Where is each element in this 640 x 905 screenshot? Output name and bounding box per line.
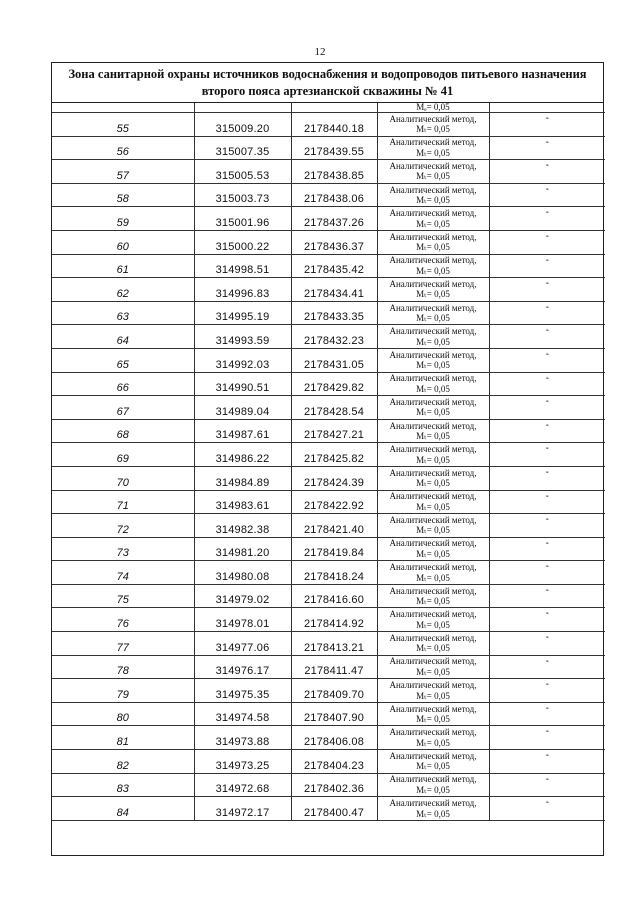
cell-y-coordinate: 2178422.92 (291, 490, 377, 514)
method-name: Аналитический метод, (389, 656, 477, 667)
cell-dash: - (489, 537, 605, 561)
cell-method (377, 773, 489, 797)
cell-x (194, 103, 291, 113)
table-row (52, 230, 605, 254)
method-error-value: Mₜ= 0,05 (416, 478, 450, 489)
cell-x-coordinate: 315000.22 (194, 230, 291, 254)
cell-method (377, 136, 489, 160)
cell-y-coordinate: 2178409.70 (291, 679, 377, 703)
method-name: Аналитический метод, (389, 632, 477, 643)
table-row (52, 679, 605, 703)
table-row (52, 632, 605, 656)
cell-method (377, 608, 489, 632)
method-error-value: Mₜ= 0,05 (416, 289, 450, 300)
cell-dash: - (489, 230, 605, 254)
cell-dash: - (489, 419, 605, 443)
method-name: Аналитический метод, (389, 208, 477, 219)
cell-point-number: 73 (52, 537, 194, 561)
cell-method (377, 254, 489, 278)
method-error-value: Mₜ= 0,05 (416, 737, 450, 748)
cell-y-coordinate: 2178411.47 (291, 655, 377, 679)
cell-y-coordinate: 2178428.54 (291, 396, 377, 420)
cell-y-coordinate: 2178434.41 (291, 278, 377, 302)
cell-x-coordinate: 314972.17 (194, 797, 291, 821)
method-error-value: Mₜ= 0,05 (416, 313, 450, 324)
cell-point-number: 80 (52, 702, 194, 726)
method-error-value: Mₜ= 0,05 (416, 336, 450, 347)
cell-method (377, 726, 489, 750)
cell-dash: - (489, 702, 605, 726)
cell-method (377, 419, 489, 443)
table-row (52, 608, 605, 632)
method-error-value: Mₜ= 0,05 (416, 808, 450, 819)
cell-dash: - (489, 750, 605, 774)
method-name: Аналитический метод, (389, 703, 477, 714)
method-name: Аналитический метод, (389, 538, 477, 549)
method-name: Аналитический метод, (389, 255, 477, 266)
cell-y-coordinate: 2178427.21 (291, 419, 377, 443)
cell-method (377, 160, 489, 184)
table-row-continued (52, 103, 605, 113)
cell-dash (489, 103, 605, 113)
cell-method (377, 207, 489, 231)
cell-point-number: 76 (52, 608, 194, 632)
cell-x-coordinate: 314978.01 (194, 608, 291, 632)
cell-point-number: 71 (52, 490, 194, 514)
cell-dash: - (489, 348, 605, 372)
table-row (52, 655, 605, 679)
table-row (52, 419, 605, 443)
cell-dash: - (489, 183, 605, 207)
cell-point-number: 67 (52, 396, 194, 420)
method-error-value: Mₜ= 0,05 (416, 666, 450, 677)
method-name: Аналитический метод, (389, 349, 477, 360)
cell-y-coordinate: 2178435.42 (291, 254, 377, 278)
cell-y-coordinate: 2178438.85 (291, 160, 377, 184)
cell-method-continued: Mₑ= 0,05 (377, 103, 489, 113)
cell-x-coordinate: 314981.20 (194, 537, 291, 561)
method-error-value: Mₜ= 0,05 (416, 454, 450, 465)
table-row (52, 325, 605, 349)
cell-x-coordinate: 314989.04 (194, 396, 291, 420)
method-name: Аналитический метод, (389, 609, 477, 620)
coordinates-table-body (52, 103, 605, 820)
method-name: Аналитический метод, (389, 514, 477, 525)
cell-point-number: 69 (52, 443, 194, 467)
table-row (52, 514, 605, 538)
cell-method (377, 584, 489, 608)
method-error-value: Mₜ= 0,05 (416, 643, 450, 654)
cell-point-number: 68 (52, 419, 194, 443)
cell-dash: - (489, 278, 605, 302)
cell-point-number: 81 (52, 726, 194, 750)
cell-point-number: 57 (52, 160, 194, 184)
method-error-value: Mₜ= 0,05 (416, 171, 450, 182)
cell-method (377, 514, 489, 538)
cell-method (377, 679, 489, 703)
cell-method (377, 278, 489, 302)
method-name: Аналитический метод, (389, 680, 477, 691)
cell-y-coordinate: 2178416.60 (291, 584, 377, 608)
table-row (52, 183, 605, 207)
cell-point-number: 84 (52, 797, 194, 821)
cell-x-coordinate: 314972.68 (194, 773, 291, 797)
cell-point-number: 74 (52, 561, 194, 585)
cell-y-coordinate: 2178440.18 (291, 113, 377, 137)
method-error-value: Mₜ= 0,05 (416, 383, 450, 394)
cell-x-coordinate: 314990.51 (194, 372, 291, 396)
table-row (52, 207, 605, 231)
cell-y-coordinate: 2178425.82 (291, 443, 377, 467)
method-name: Аналитический метод, (389, 467, 477, 478)
method-name: Аналитический метод, (389, 562, 477, 573)
cell-y-coordinate: 2178407.90 (291, 702, 377, 726)
cell-y-coordinate: 2178437.26 (291, 207, 377, 231)
cell-y-coordinate: 2178438.06 (291, 183, 377, 207)
cell-point-number: 60 (52, 230, 194, 254)
cell-y-coordinate: 2178400.47 (291, 797, 377, 821)
method-error-value: Mₜ= 0,05 (416, 218, 450, 229)
cell-method (377, 797, 489, 821)
method-name: Аналитический метод, (389, 373, 477, 384)
cell-x-coordinate: 314992.03 (194, 348, 291, 372)
cell-x-coordinate: 315009.20 (194, 113, 291, 137)
cell-point-number: 58 (52, 183, 194, 207)
table-row (52, 750, 605, 774)
coordinates-table (52, 103, 605, 821)
cell-x-coordinate: 314974.58 (194, 702, 291, 726)
cell-method (377, 183, 489, 207)
table-row (52, 773, 605, 797)
table-row (52, 561, 605, 585)
cell-dash: - (489, 797, 605, 821)
cell-method (377, 372, 489, 396)
cell-method (377, 702, 489, 726)
cell-dash: - (489, 113, 605, 137)
method-error-value: Mₜ= 0,05 (416, 714, 450, 725)
cell-method (377, 561, 489, 585)
cell-point-number: 82 (52, 750, 194, 774)
method-name: Аналитический метод, (389, 774, 477, 785)
table-row (52, 136, 605, 160)
cell-point-number: 79 (52, 679, 194, 703)
table-row (52, 443, 605, 467)
table-row (52, 301, 605, 325)
cell-dash: - (489, 773, 605, 797)
cell-y-coordinate: 2178439.55 (291, 136, 377, 160)
coordinates-table-sheet (51, 62, 604, 856)
cell-point-number: 63 (52, 301, 194, 325)
cell-method (377, 655, 489, 679)
cell-y-coordinate: 2178406.08 (291, 726, 377, 750)
cell-dash: - (489, 207, 605, 231)
cell-x-coordinate: 314998.51 (194, 254, 291, 278)
cell-x-coordinate: 314976.17 (194, 655, 291, 679)
cell-y-coordinate: 2178402.36 (291, 773, 377, 797)
cell-point-number: 55 (52, 113, 194, 137)
cell-point-number: 66 (52, 372, 194, 396)
method-name: Аналитический метод, (389, 444, 477, 455)
method-error-value: Mₜ= 0,05 (416, 265, 450, 276)
cell-y-coordinate: 2178433.35 (291, 301, 377, 325)
table-row (52, 797, 605, 821)
cell-y-coordinate: 2178436.37 (291, 230, 377, 254)
cell-number (52, 103, 194, 113)
cell-point-number: 61 (52, 254, 194, 278)
method-error-value: Mₜ= 0,05 (416, 525, 450, 536)
table-row (52, 254, 605, 278)
cell-dash: - (489, 160, 605, 184)
cell-y-coordinate: 2178418.24 (291, 561, 377, 585)
table-row (52, 160, 605, 184)
cell-point-number: 64 (52, 325, 194, 349)
method-name: Аналитический метод, (389, 278, 477, 289)
method-name: Аналитический метод, (389, 396, 477, 407)
cell-y-coordinate: 2178432.23 (291, 325, 377, 349)
cell-dash: - (489, 490, 605, 514)
cell-x-coordinate: 314973.88 (194, 726, 291, 750)
table-row (52, 466, 605, 490)
method-name: Аналитический метод, (389, 184, 477, 195)
cell-point-number: 75 (52, 584, 194, 608)
cell-x-coordinate: 315007.35 (194, 136, 291, 160)
cell-y-coordinate: 2178421.40 (291, 514, 377, 538)
cell-dash: - (489, 584, 605, 608)
cell-dash: - (489, 655, 605, 679)
cell-point-number: 56 (52, 136, 194, 160)
cell-x-coordinate: 314983.61 (194, 490, 291, 514)
cell-method (377, 348, 489, 372)
cell-method (377, 750, 489, 774)
table-row (52, 726, 605, 750)
method-error-value: Mₜ= 0,05 (416, 619, 450, 630)
method-error-value: Mₜ= 0,05 (416, 548, 450, 559)
method-name: Аналитический метод, (389, 585, 477, 596)
cell-x-coordinate: 315001.96 (194, 207, 291, 231)
cell-method (377, 396, 489, 420)
cell-x-coordinate: 314973.25 (194, 750, 291, 774)
cell-x-coordinate: 314996.83 (194, 278, 291, 302)
cell-x-coordinate: 314986.22 (194, 443, 291, 467)
cell-x-coordinate: 314982.38 (194, 514, 291, 538)
cell-y-coordinate: 2178429.82 (291, 372, 377, 396)
table-title-line-1: Зона санитарной охраны источников водоснабжения и водопроводов питьевого назначения (68, 67, 587, 81)
cell-method (377, 490, 489, 514)
table-row (52, 537, 605, 561)
cell-method (377, 466, 489, 490)
cell-point-number: 62 (52, 278, 194, 302)
method-name: Аналитический метод, (389, 113, 477, 124)
cell-dash: - (489, 136, 605, 160)
cell-y-coordinate: 2178424.39 (291, 466, 377, 490)
cell-dash: - (489, 726, 605, 750)
method-error-value: Mₜ= 0,05 (416, 431, 450, 442)
table-row (52, 372, 605, 396)
cell-point-number: 65 (52, 348, 194, 372)
table-row (52, 396, 605, 420)
cell-x-coordinate: 314980.08 (194, 561, 291, 585)
cell-y-coordinate: 2178419.84 (291, 537, 377, 561)
table-row (52, 278, 605, 302)
cell-x-coordinate: 315003.73 (194, 183, 291, 207)
table-title-line-2: второго пояса артезианской скважины № 41 (201, 84, 454, 98)
method-name: Аналитический метод, (389, 231, 477, 242)
cell-dash: - (489, 561, 605, 585)
cell-x-coordinate: 315005.53 (194, 160, 291, 184)
method-error-value: Mₜ= 0,05 (416, 596, 450, 607)
page-number: 12 (314, 46, 326, 58)
cell-dash: - (489, 514, 605, 538)
method-error-value: Mₜ= 0,05 (416, 242, 450, 253)
cell-point-number: 78 (52, 655, 194, 679)
cell-y (291, 103, 377, 113)
table-title (52, 63, 603, 103)
cell-dash: - (489, 443, 605, 467)
method-error-value: Mₜ= 0,05 (416, 572, 450, 583)
cell-x-coordinate: 314979.02 (194, 584, 291, 608)
table-row (52, 113, 605, 137)
method-error-value: Mₜ= 0,05 (416, 195, 450, 206)
method-name: Аналитический метод, (389, 302, 477, 313)
cell-point-number: 72 (52, 514, 194, 538)
method-error-value: Mₜ= 0,05 (416, 124, 450, 135)
cell-dash: - (489, 466, 605, 490)
method-error-value: Mₜ= 0,05 (416, 784, 450, 795)
cell-x-coordinate: 314975.35 (194, 679, 291, 703)
cell-dash: - (489, 608, 605, 632)
method-error-value: Mₜ= 0,05 (416, 501, 450, 512)
cell-dash: - (489, 325, 605, 349)
cell-method (377, 537, 489, 561)
cell-method (377, 113, 489, 137)
cell-x-coordinate: 314977.06 (194, 632, 291, 656)
cell-dash: - (489, 632, 605, 656)
method-error-value: Mₜ= 0,05 (416, 147, 450, 158)
method-name: Аналитический метод, (389, 326, 477, 337)
cell-method (377, 230, 489, 254)
method-name: Аналитический метод, (389, 137, 477, 148)
cell-dash: - (489, 396, 605, 420)
table-row (52, 584, 605, 608)
cell-point-number: 77 (52, 632, 194, 656)
cell-dash: - (489, 301, 605, 325)
cell-dash: - (489, 679, 605, 703)
cell-y-coordinate: 2178431.05 (291, 348, 377, 372)
method-error-value: Mₜ= 0,05 (416, 407, 450, 418)
cell-method (377, 632, 489, 656)
cell-y-coordinate: 2178414.92 (291, 608, 377, 632)
cell-method (377, 443, 489, 467)
cell-y-coordinate: 2178404.23 (291, 750, 377, 774)
cell-point-number: 70 (52, 466, 194, 490)
cell-y-coordinate: 2178413.21 (291, 632, 377, 656)
method-error-value: Mₜ= 0,05 (416, 360, 450, 371)
table-row (52, 348, 605, 372)
cell-dash: - (489, 254, 605, 278)
method-name: Аналитический метод, (389, 491, 477, 502)
cell-x-coordinate: 314984.89 (194, 466, 291, 490)
cell-x-coordinate: 314995.19 (194, 301, 291, 325)
method-name: Аналитический метод, (389, 420, 477, 431)
method-name: Аналитический метод, (389, 160, 477, 171)
cell-point-number: 59 (52, 207, 194, 231)
method-name: Аналитический метод, (389, 750, 477, 761)
method-error-value: Mₜ= 0,05 (416, 761, 450, 772)
method-error-value: Mₜ= 0,05 (416, 690, 450, 701)
cell-dash: - (489, 372, 605, 396)
table-row (52, 702, 605, 726)
cell-x-coordinate: 314987.61 (194, 419, 291, 443)
cell-method (377, 325, 489, 349)
method-name: Аналитический метод, (389, 798, 477, 809)
cell-point-number: 83 (52, 773, 194, 797)
cell-x-coordinate: 314993.59 (194, 325, 291, 349)
table-row (52, 490, 605, 514)
method-name: Аналитический метод, (389, 727, 477, 738)
cell-method (377, 301, 489, 325)
